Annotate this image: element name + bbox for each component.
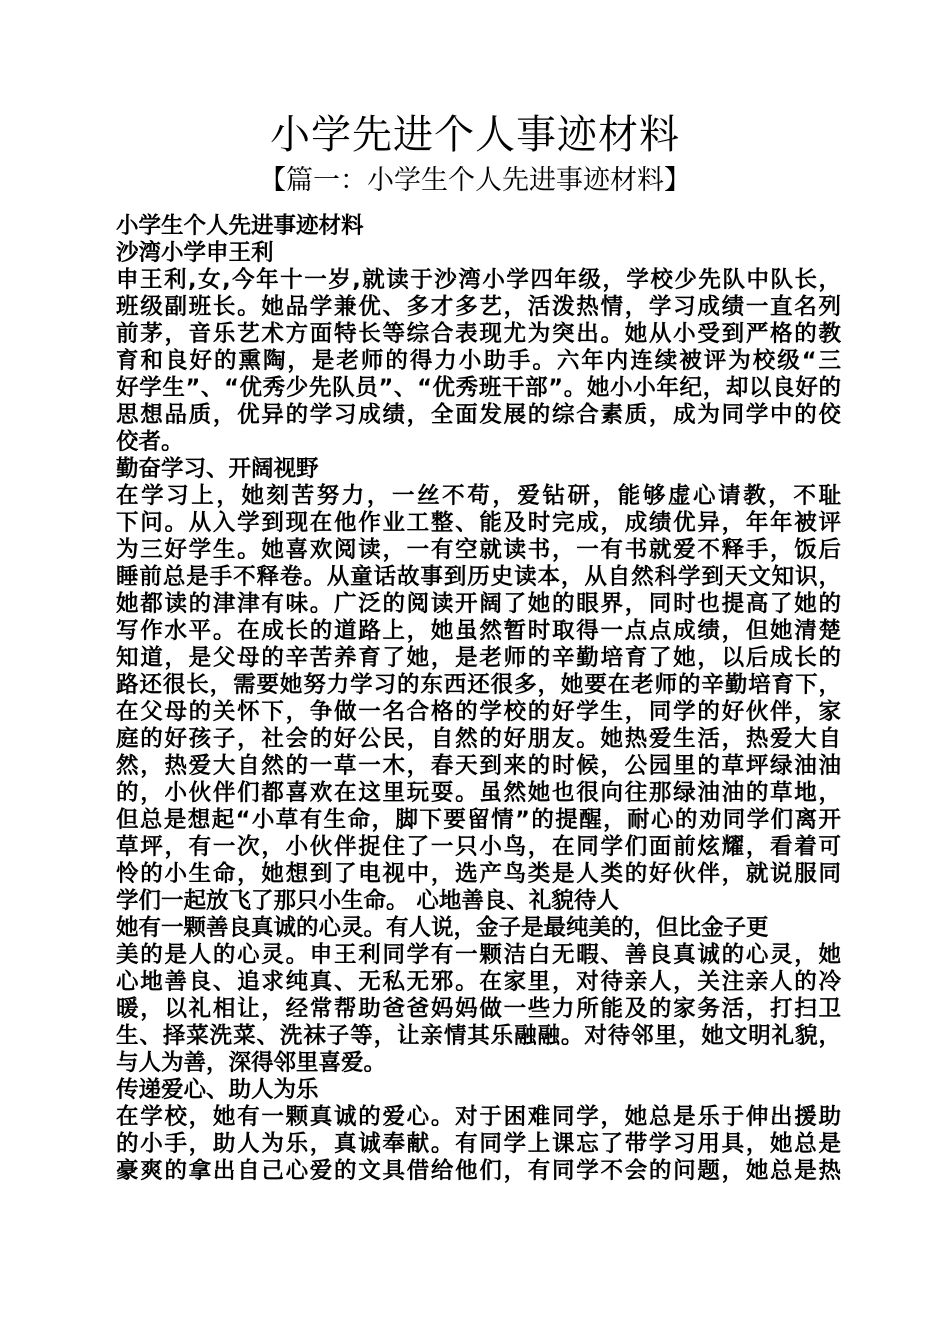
text-line: 豪爽的拿出自己心爱的文具借给他们，有同学不会的问题，她总是热 bbox=[116, 1158, 841, 1184]
text-line: 路还很长，需要她努力学习的东西还很多，她要在老师的辛勤培育下， bbox=[116, 672, 841, 698]
text-line: 怜的小生命，她想到了电视中，选产鸟类是人类的好伙伴，就说服同 bbox=[116, 861, 841, 887]
text-line: 学们一起放飞了那只小生命。 心地善良、礼貌待人 bbox=[116, 888, 619, 914]
text-line: 的小手，助人为乐，真诚奉献。有同学上课忘了带学习用具，她总是 bbox=[116, 1131, 841, 1157]
text-line: 知道，是父母的辛苦养育了她，是老师的辛勤培育了她，以后成长的 bbox=[116, 645, 841, 671]
text-line: 的，小伙伴们都喜欢在这里玩耍。虽然她也很向往那绿油油的草地， bbox=[116, 780, 841, 806]
text-line: 佼者。 bbox=[116, 429, 184, 455]
text-line: 暖，以礼相让，经常帮助爸爸妈妈做一些力所能及的家务活，打扫卫 bbox=[116, 996, 841, 1022]
page-subtitle: 【篇一：小学生个人先进事迹材料】 bbox=[259, 165, 691, 196]
text-line: 在学习上，她刻苦努力，一丝不苟，爱钻研，能够虚心请教，不耻 bbox=[116, 483, 841, 509]
text-line: 为三好学生。她喜欢阅读，一有空就读书，一有书就爱不释手，饭后 bbox=[116, 537, 841, 563]
text-line: 然，热爱大自然的一草一木，春天到来的时候，公园里的草坪绿油油 bbox=[116, 753, 841, 779]
text-line: 生、择菜洗菜、洗袜子等，让亲情其乐融融。对待邻里，她文明礼貌， bbox=[116, 1023, 841, 1049]
text-line: 在父母的关怀下，争做一名合格的学校的好学生，同学的好伙伴，家 bbox=[116, 699, 841, 725]
text-line: 好学生”、“优秀少先队员”、“优秀班干部”。她小小年纪，却以良好的 bbox=[116, 375, 841, 401]
text-line: 思想品质，优异的学习成绩，全面发展的综合素质，成为同学中的佼 bbox=[116, 402, 841, 428]
text-line: 在学校，她有一颗真诚的爱心。对于困难同学，她总是乐于伸出援助 bbox=[116, 1104, 841, 1130]
text-line: 育和良好的熏陶，是老师的得力小助手。六年内连续被评为校级“三 bbox=[116, 348, 841, 374]
document-body bbox=[116, 213, 841, 1185]
text-line: 她都读的津津有味。广泛的阅读开阔了她的眼界，同时也提高了她的 bbox=[116, 591, 841, 617]
text-line: 但总是想起“小草有生命，脚下要留情”的提醒，耐心的劝同学们离开 bbox=[116, 807, 841, 833]
text-line: 下问。从入学到现在他作业工整、能及时完成，成绩优异，年年被评 bbox=[116, 510, 841, 536]
text-line: 前茅，音乐艺术方面特长等综合表现尤为突出。她从小受到严格的教 bbox=[116, 321, 841, 347]
text-line: 沙湾小学申王利 bbox=[116, 240, 274, 266]
text-line: 传递爱心、助人为乐 bbox=[116, 1077, 319, 1103]
text-line: 写作水平。在成长的道路上，她虽然暂时取得一点点成绩，但她清楚 bbox=[116, 618, 841, 644]
text-line: 草坪，有一次，小伙伴捉住了一只小鸟，在同学们面前炫耀，看着可 bbox=[116, 834, 841, 860]
text-line: 美的是人的心灵。申王利同学有一颗洁白无暇、善良真诚的心灵，她 bbox=[116, 942, 841, 968]
text-line: 睡前总是手不释卷。从童话故事到历史读本，从自然科学到天文知识， bbox=[116, 564, 841, 590]
text-line: 与人为善，深得邻里喜爱。 bbox=[116, 1050, 387, 1076]
text-line: 申王利,女,今年十一岁,就读于沙湾小学四年级，学校少先队中队长， bbox=[116, 267, 841, 293]
text-line: 她有一颗善良真诚的心灵。有人说，金子是最纯美的，但比金子更 bbox=[116, 915, 769, 941]
text-line: 庭的好孩子，社会的好公民，自然的好朋友。她热爱生活，热爱大自 bbox=[116, 726, 841, 752]
text-line: 班级副班长。她品学兼优、多才多艺，活泼热情，学习成绩一直名列 bbox=[116, 294, 841, 320]
page-title: 小学先进个人事迹材料 bbox=[270, 112, 680, 158]
text-line: 勤奋学习、开阔视野 bbox=[116, 456, 319, 482]
text-line: 小学生个人先进事迹材料 bbox=[116, 213, 364, 239]
text-line: 心地善良、追求纯真、无私无邪。在家里，对待亲人，关注亲人的冷 bbox=[116, 969, 841, 995]
